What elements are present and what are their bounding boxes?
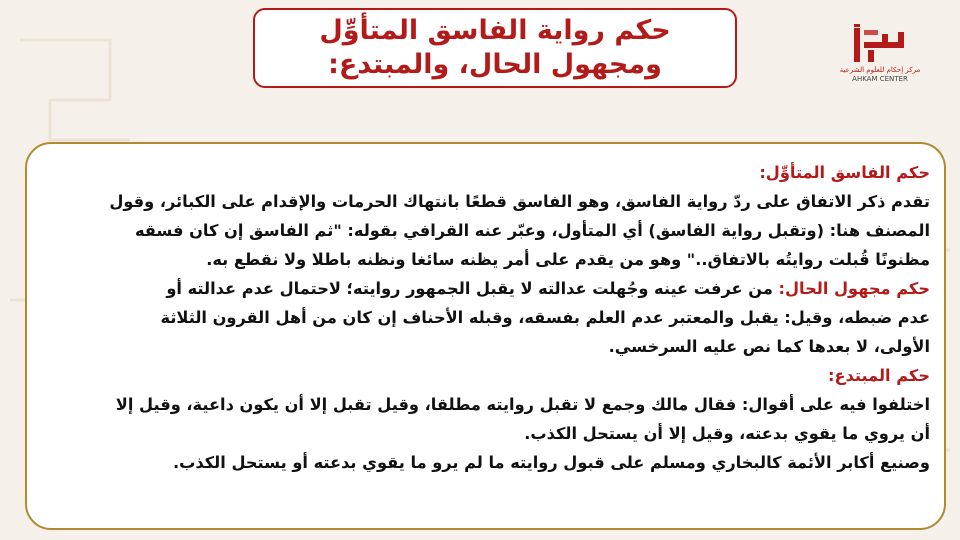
paragraph-line: عدم ضبطه، وقيل: يقبل والمعتبر عدم العلم بفسقه، وقبله الأحناف إن كان من أهل القرون الثلاثة	[160, 308, 930, 327]
paragraph-text: من عرفت عينه وجُهلت عدالته لا يقبل الجمهور روايته؛ لاحتمال عدم عدالته أو	[166, 279, 779, 298]
paragraph-line: أن يروي ما يقوي بدعته، وقيل إلا أن يستحل الكذب.	[524, 424, 930, 443]
logo-subtitle: مركز إحكام للعلوم الشرعية	[839, 66, 921, 74]
content-box	[25, 142, 946, 530]
paragraph-line: الأولى، لا بعدها كما نص عليه السرخسي.	[608, 337, 930, 356]
logo-tagline: AHKAM CENTER	[852, 75, 908, 83]
paragraph-line: تقدم ذكر الاتفاق على ردّ رواية الفاسق، وهو الفاسق قطعًا بانتهاك الحرمات والإقدام على الكبائر، وقول	[109, 192, 930, 211]
title-line-1: حكم رواية الفاسق المتأوِّل	[319, 15, 671, 46]
section-heading-fasiq: حكم الفاسق المتأوِّل:	[759, 163, 930, 182]
paragraph-line: مظنونًا قُبلت روايتُه بالاتفاق.." وهو من يقدم على أمر يظنه سائغا ونظنه باطلا ولا نقطع به.	[206, 250, 930, 269]
title-line-2: ومجهول الحال، والمبتدع:	[328, 49, 662, 80]
section-majhul-first-line	[41, 274, 930, 303]
paragraph-line: المصنف هنا: (وتقبل رواية الفاسق) أي المتأول، وعبّر عنه القرافي بقوله: "ثم الفاسق إن كان فسقه	[134, 221, 930, 240]
logo-mark-icon	[852, 24, 908, 66]
section-heading-mubtadi: حكم المبتدع:	[828, 366, 930, 385]
paragraph-line: وصنيع أكابر الأئمة كالبخاري ومسلم على قبول روايته ما لم يرو ما يقوي بدعته أو يستحل الكذب.	[173, 453, 930, 472]
logo	[839, 24, 921, 92]
section-heading-majhul: حكم مجهول الحال:	[778, 279, 930, 298]
title-box	[253, 8, 737, 88]
paragraph-line: اختلفوا فيه على أقوال: فقال مالك وجمع لا تقبل روايته مطلقا، وقيل تقبل إلا أن يكون داعية، وقيل إلا	[115, 395, 930, 414]
